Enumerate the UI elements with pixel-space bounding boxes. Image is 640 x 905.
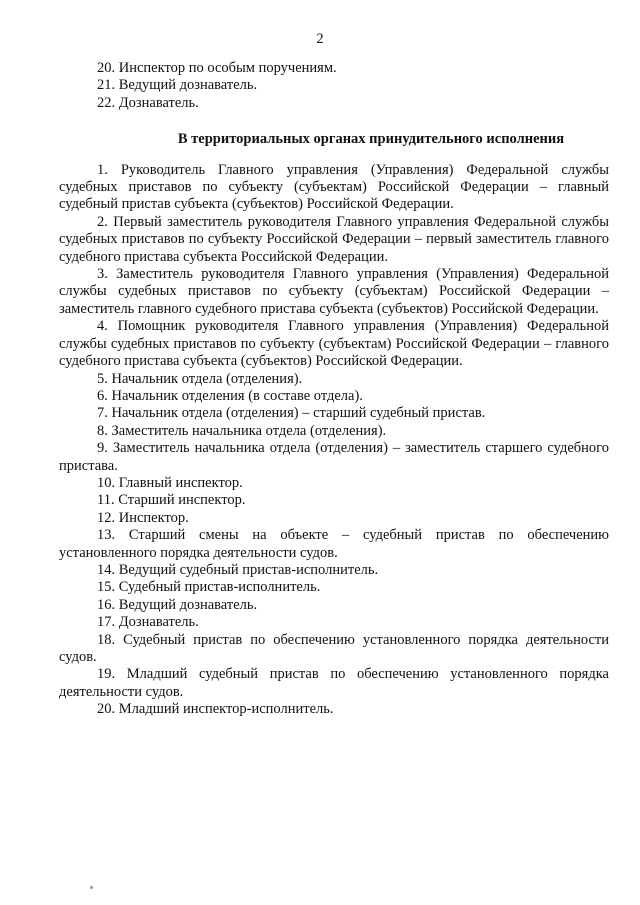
list-item-13: 13. Старший смены на объекте – судебный пристав по обеспечению установленного порядка деятельности судов. [59,527,609,561]
list-item-2: 2. Первый заместитель руководителя Главного управления Федеральной службы судебных приставов по субъекту Российской Федерации – первый заместитель главного судебного пристава субъекта Российской Федерации. [59,213,609,265]
list-item-11: 11. Старший инспектор. [97,492,246,509]
list-item-20: 20. Младший инспектор-исполнитель. [97,701,334,718]
list-item-14: 14. Ведущий судебный пристав-исполнитель. [97,561,379,578]
scan-speck [90,886,93,889]
list-item-8: 8. Заместитель начальника отдела (отделения). [97,422,387,439]
list-item-4: 4. Помощник руководителя Главного управления (Управления) Федеральной службы судебных приставов по субъекту (субъектам) Российской Федерации – главного судебного пристава субъекта (субъектов) Российской Федерации. [59,318,609,370]
list-item-9: 9. Заместитель начальника отдела (отделения) – заместитель старшего судебного пристава. [59,440,609,474]
list-item-16: 16. Ведущий дознаватель. [97,596,258,613]
list-item-7: 7. Начальник отдела (отделения) – старший судебный пристав. [97,405,486,422]
list-item-top-20: 20. Инспектор по особым поручениям. [97,60,337,76]
list-item-19: 19. Младший судебный пристав по обеспечению установленного порядка деятельности судов. [59,666,609,700]
list-item-6: 6. Начальник отделения (в составе отдела). [97,387,363,404]
list-item-top-22: 22. Дознаватель. [97,94,199,111]
list-item-10: 10. Главный инспектор. [97,474,243,491]
list-item-18: 18. Судебный пристав по обеспечению установленного порядка деятельности судов. [59,631,609,665]
list-item-17: 17. Дознаватель. [97,614,199,631]
page-number: 2 [316,31,324,47]
document-body [59,60,609,719]
list-item-3: 3. Заместитель руководителя Главного управления (Управления) Федеральной службы судебных приставов по субъекту (субъектам) Российской Федерации – заместитель главного судебного пристава субъекта (субъектов) Российской Федерации. [59,266,609,317]
list-item-1: 1. Руководитель Главного управления (Управления) Федеральной службы судебных приставов по субъекту (субъектам) Российской Федерации – главный судебный пристав субъекта (субъектов) Российской Федерации. [59,161,609,213]
list-item-15: 15. Судебный пристав-исполнитель. [97,579,321,596]
list-item-5: 5. Начальник отдела (отделения). [97,370,303,387]
list-item-top-21: 21. Ведущий дознаватель. [97,77,258,94]
list-item-12: 12. Инспектор. [97,509,189,526]
section-heading: В территориальных органах принудительного исполнения [177,131,565,148]
